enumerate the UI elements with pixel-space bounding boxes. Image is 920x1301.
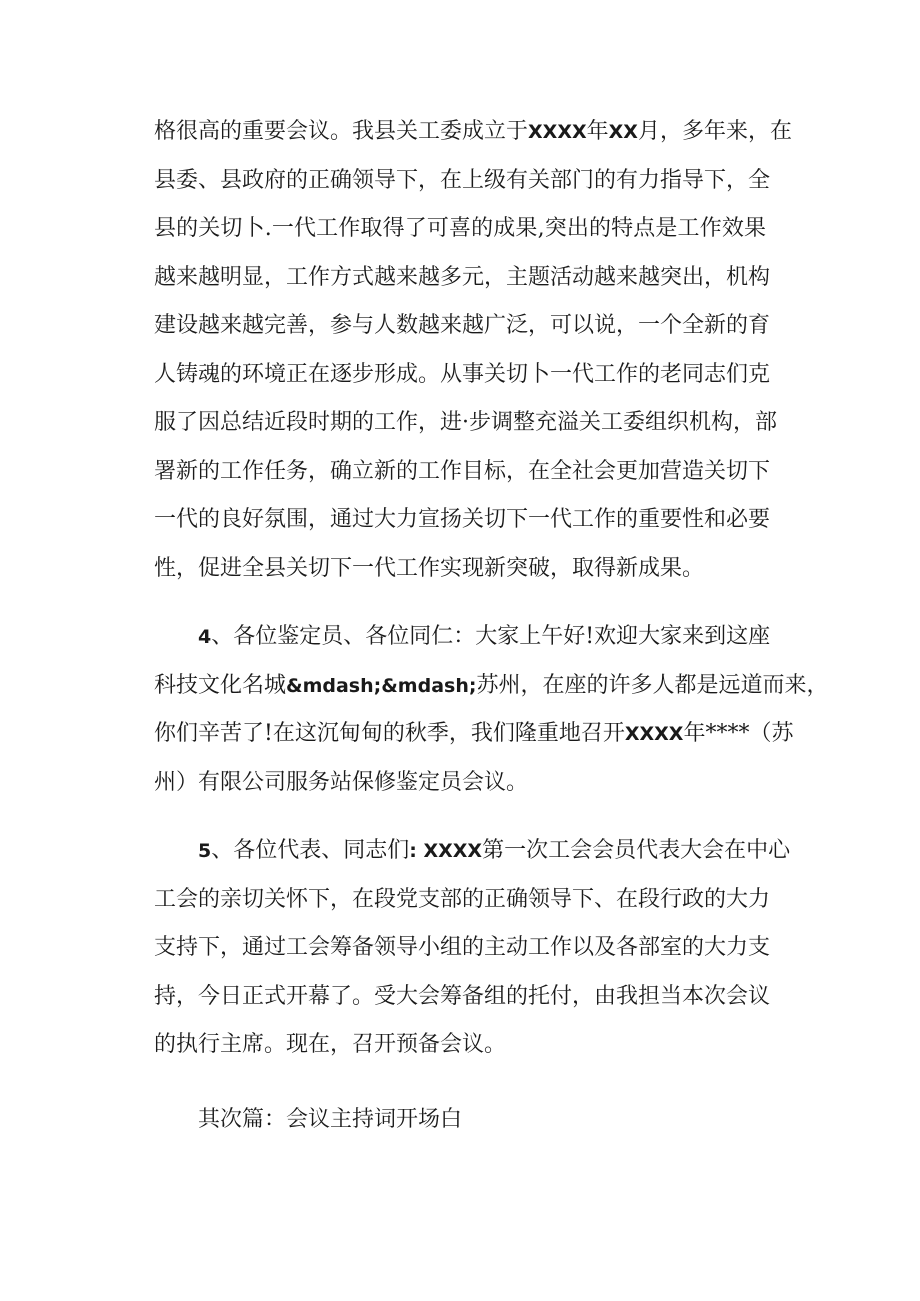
paragraph-1-line-6: 人铸魂的环境正在逐步形成。从事关切卜一代工作的老同志们克: [154, 361, 771, 387]
item-number: 5: [198, 840, 212, 862]
paragraph-5-line-3: 支持下，通过工会筹备领导小组的主动工作以及各部室的大力支: [154, 935, 771, 960]
paragraph-5-line-4: 持，今日正式开幕了。受大会筹备组的托付，由我担当本次会议: [154, 983, 771, 1009]
paragraph-1-line-1: 格很高的重要会议。我县关工委成立于XXXX年XX月，多年来，在: [154, 119, 792, 144]
document-page: [154, 108, 829, 1144]
paragraph-4-line-4: 州）有限公司服务站保修鉴定员会议。: [154, 769, 529, 795]
paragraph-4-line-2: 科技文化名城&mdash;&mdash;苏州，在座的许多人都是远道而来，: [154, 672, 829, 698]
paragraph-1-line-8: 署新的工作任务，确立新的工作目标，在全社会更加营造关切下: [154, 458, 771, 484]
paragraph-1-line-7: 服了因总结近段时期的工作，进·步调整充溢关工委组织机构，部: [154, 410, 777, 435]
paragraph-1-line-3: 县的关切卜.一代工作取得了可喜的成果,突出的特点是工作效果: [154, 216, 766, 241]
paragraph-5-line-2: 工会的亲切关怀下，在段党支部的正确领导下、在段行政的大力: [154, 886, 771, 912]
paragraph-5-line-1: 5、各位代表、同志们: XXXX第一次工会会员代表大会在中心: [198, 838, 791, 863]
section-heading: 其次篇：会议主持词开场白: [198, 1106, 463, 1132]
paragraph-5: [154, 827, 791, 1070]
item-number: 4: [198, 626, 212, 648]
paragraph-1-line-9: 一代的良好氛围，通过大力宣扬关切下一代工作的重要性和必要: [154, 507, 771, 532]
paragraph-1-line-5: 建设越来越完善，参与人数越来越广泛，可以说，一个全新的育: [154, 313, 771, 338]
paragraph-4-line-3: 你们辛苦了!在这沉甸甸的秋季，我们隆重地召开XXXX年****（苏: [154, 721, 794, 746]
paragraph-1-line-4: 越来越明显，工作方式越来越多元，主题活动越来越突出，机构: [154, 264, 771, 290]
paragraph-4: [154, 613, 829, 807]
paragraph-1: [154, 108, 792, 593]
paragraph-4-line-1: 4、各位鉴定员、各位同仁：大家上午好!欢迎大家来到这座: [198, 624, 771, 649]
paragraph-1-line-2: 县委、县政府的正确领导下，在上级有关部门的有力指导下，全: [154, 167, 771, 193]
paragraph-5-line-5: 的执行主席。现在，召开预备会议。: [154, 1032, 507, 1057]
paragraph-1-line-10: 性，促进全县关切下一代工作实现新突破，取得新成果。: [154, 555, 705, 581]
